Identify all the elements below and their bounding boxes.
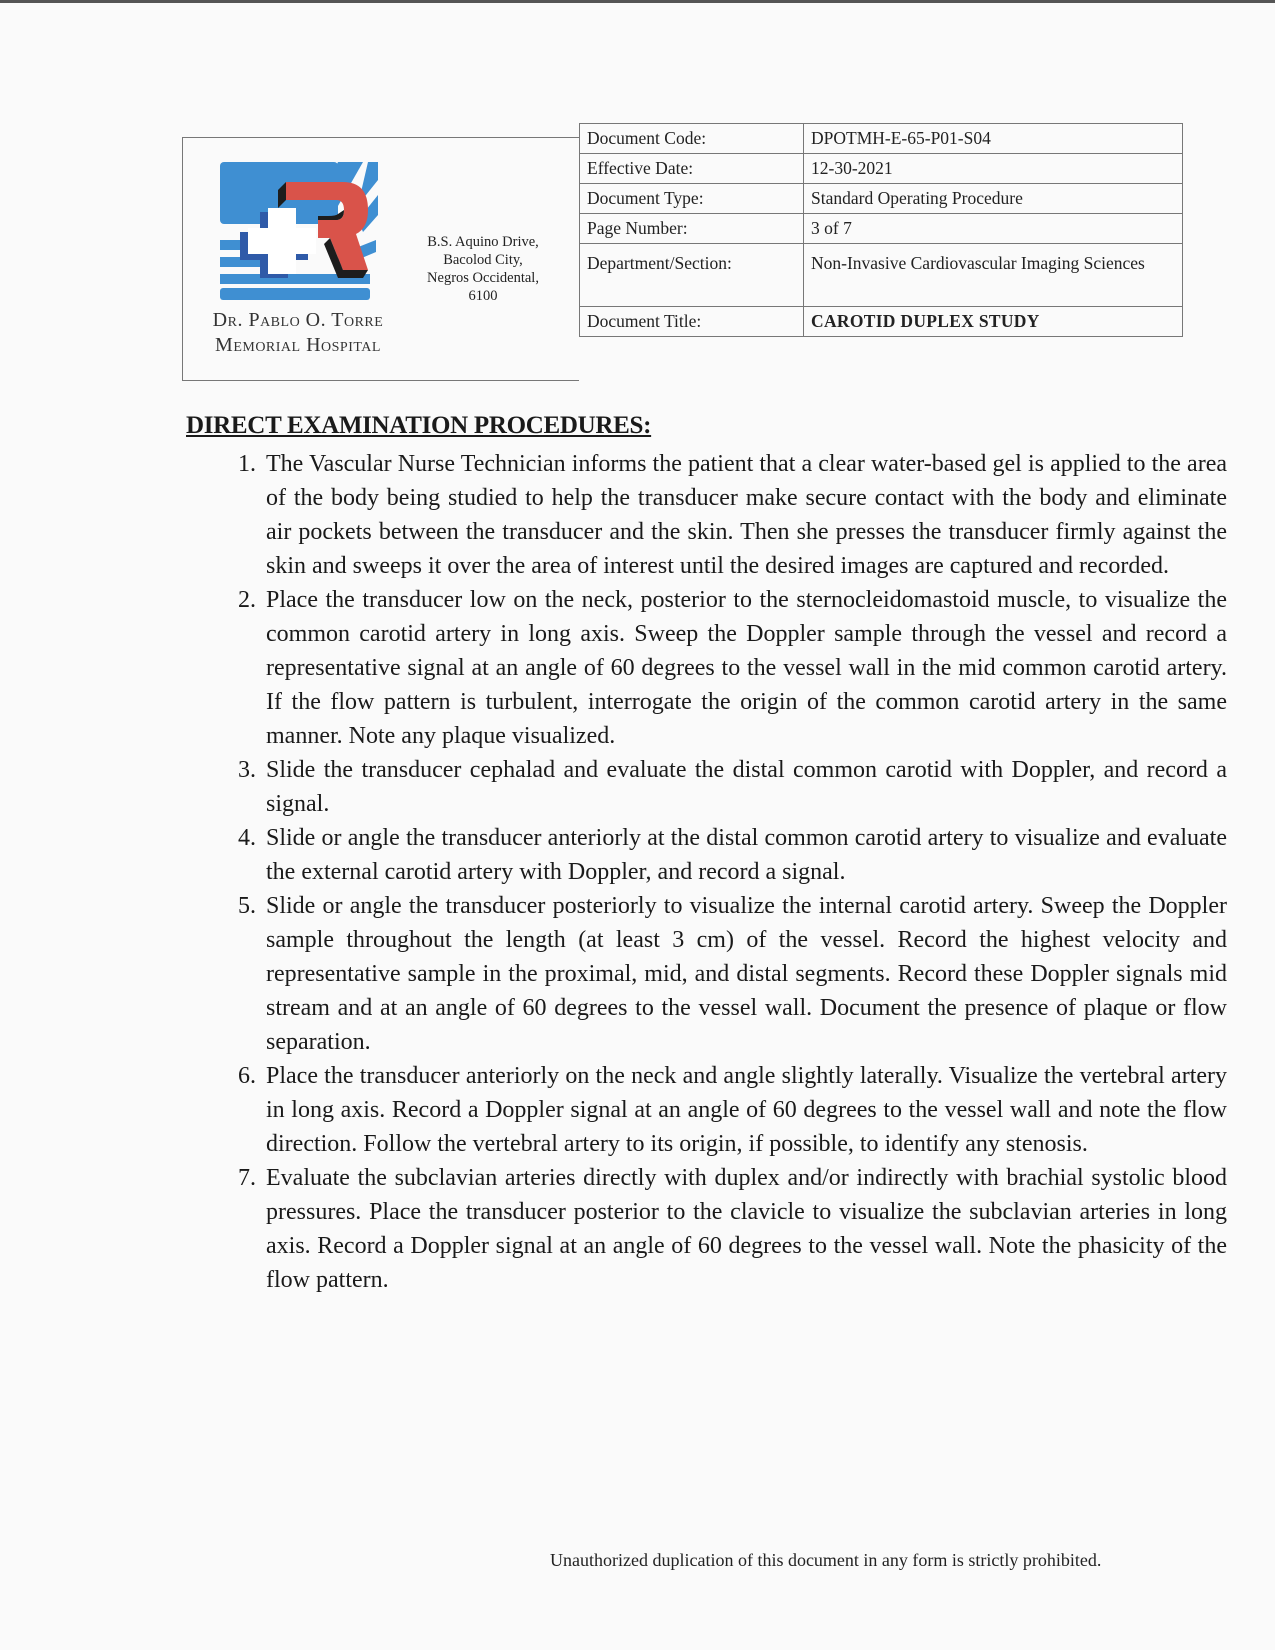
address-line: Negros Occidental, — [427, 270, 539, 286]
scan-edge — [0, 0, 1275, 3]
meta-row-page-number — [580, 214, 1183, 244]
meta-label: Page Number: — [580, 214, 804, 244]
list-item: 4. Slide or angle the transducer anteriorly at the distal common carotid artery to visualize and evaluate the external carotid artery with Doppler, and record a signal. — [262, 821, 1227, 889]
meta-row-document-type — [580, 184, 1183, 214]
meta-label: Department/Section: — [580, 244, 804, 307]
list-item: 3. Slide the transducer cephalad and evaluate the distal common carotid with Doppler, and record a signal. — [262, 753, 1227, 821]
document-header — [182, 123, 1182, 381]
address-line: Bacolod City, — [443, 252, 523, 268]
address-line: 6100 — [468, 288, 498, 304]
section-title: DIRECT EXAMINATION PROCEDURES: — [186, 412, 652, 439]
meta-label: Document Title: — [580, 307, 804, 337]
footer-notice: Unauthorized duplication of this document in any form is strictly prohibited. — [550, 1550, 1102, 1570]
meta-value: 12-30-2021 — [804, 154, 1183, 184]
meta-row-effective-date — [580, 154, 1183, 184]
meta-label: Document Type: — [580, 184, 804, 214]
list-item: 2. Place the transducer low on the neck, posterior to the sternocleidomastoid muscle, to visualize the common carotid artery in long axis. Sweep the Doppler sample through the vessel and record a representative signal at an angle of 60 degrees to the vessel wall in the mid common carotid artery. If the flow pattern is turbulent, interrogate the origin of the common carotid artery in the same manner. Note any plaque visualized. — [262, 583, 1227, 753]
meta-value: DPOTMH-E-65-P01-S04 — [804, 124, 1183, 154]
meta-value: CAROTID DUPLEX STUDY — [804, 307, 1183, 337]
list-item: 1. The Vascular Nurse Technician informs the patient that a clear water-based gel is applied to the area of the body being studied to help the transducer make secure contact with the body and eliminate air pockets between the transducer and the skin. Then she presses the transducer firmly against the skin and sweeps it over the area of interest until the desired images are captured and recorded. — [262, 447, 1227, 583]
address-line: B.S. Aquino Drive, — [427, 234, 539, 250]
hospital-name-line2: Memorial Hospital — [215, 334, 381, 356]
meta-label: Effective Date: — [580, 154, 804, 184]
hospital-name-line1: Dr. Pablo O. Torre — [212, 309, 384, 331]
list-item: 7. Evaluate the subclavian arteries directly with duplex and/or indirectly with brachial systolic blood pressures. Place the transducer posterior to the clavicle to visualize the subclavian arteries in long axis. Record a Doppler signal at an angle of 60 degrees to the vessel wall. Note the phasicity of the flow pattern. — [262, 1161, 1227, 1297]
meta-value: 3 of 7 — [804, 214, 1183, 244]
hospital-name — [183, 308, 413, 358]
procedure-steps-list — [220, 447, 1227, 1297]
meta-label: Document Code: — [580, 124, 804, 154]
meta-value: Non-Invasive Cardiovascular Imaging Sciences — [804, 244, 1183, 307]
hospital-logo-icon — [218, 160, 378, 302]
list-item: 6. Place the transducer anteriorly on the neck and angle slightly laterally. Visualize the vertebral artery in long axis. Record a Doppler signal at an angle of 60 degrees to the vessel wall and note the flow direction. Follow the vertebral artery to its origin, if possible, to identify any stenosis. — [262, 1059, 1227, 1161]
meta-value: Standard Operating Procedure — [804, 184, 1183, 214]
hospital-info-box — [182, 137, 579, 381]
meta-row-department — [580, 244, 1183, 307]
document-meta-table — [579, 123, 1183, 337]
hospital-address — [408, 233, 558, 305]
meta-row-document-code — [580, 124, 1183, 154]
meta-row-document-title — [580, 307, 1183, 337]
list-item: 5. Slide or angle the transducer posteriorly to visualize the internal carotid artery. Sweep the Doppler sample throughout the length (at least 3 cm) of the vessel. Record the highest velocity and representative sample in the proximal, mid, and distal segments. Record these Doppler signals mid stream and at an angle of 60 degrees to the vessel wall. Document the presence of plaque or flow separation. — [262, 889, 1227, 1059]
